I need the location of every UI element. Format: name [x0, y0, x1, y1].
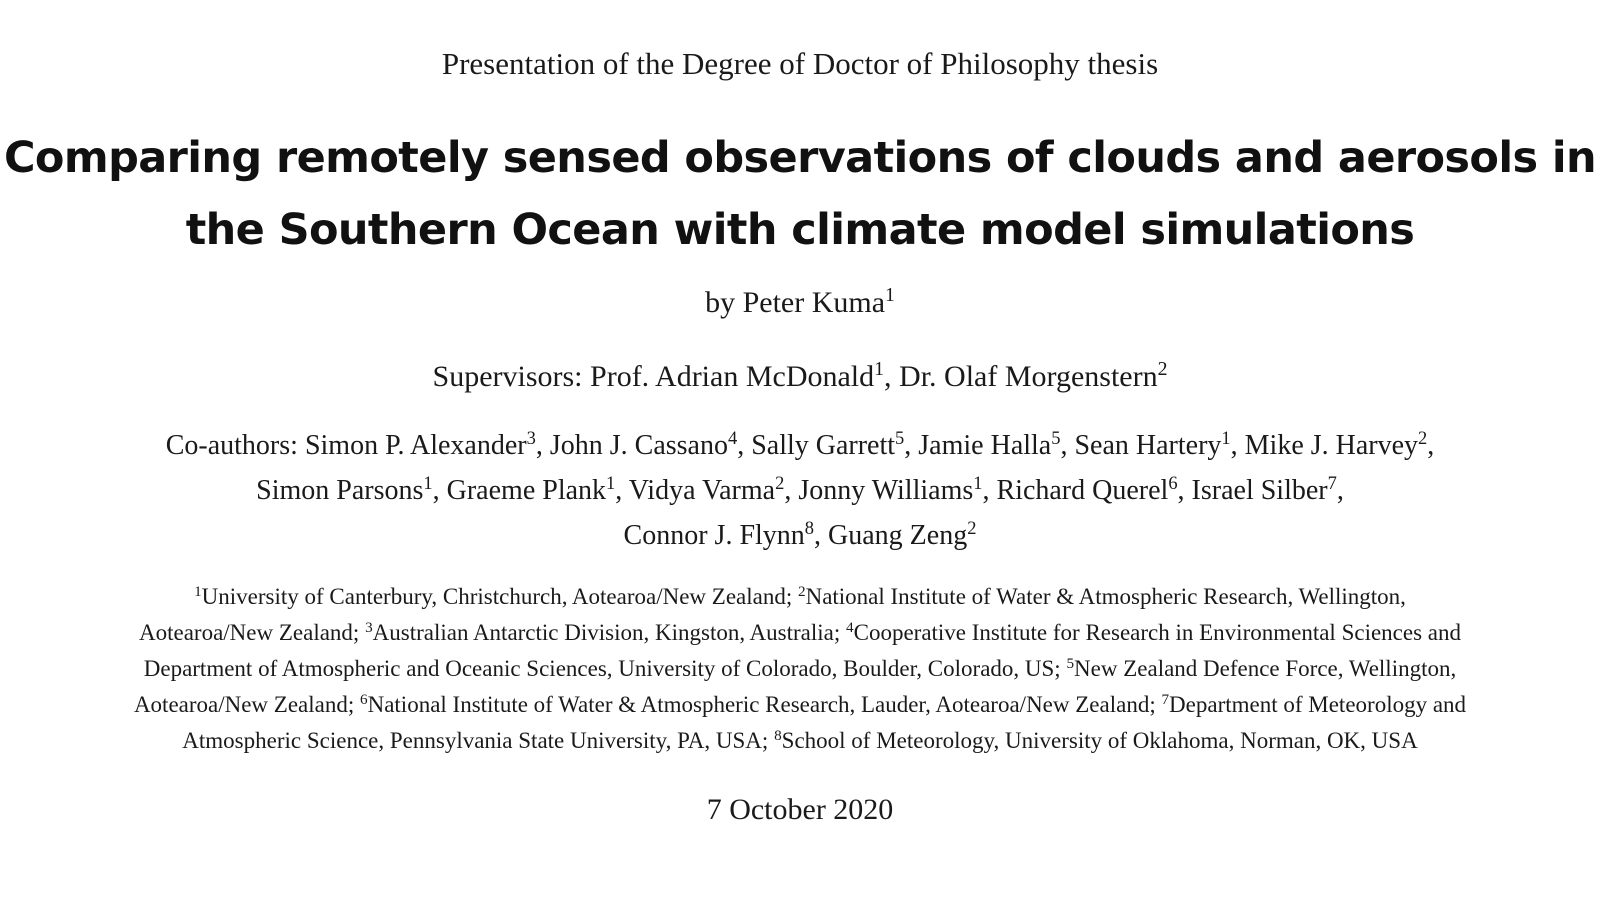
coauthors-label: Co-authors:	[165, 430, 298, 461]
affiliation-text: Australian Antarctic Division, Kingston, Australia;	[372, 620, 841, 645]
supervisors-line: Supervisors: Prof. Adrian McDonald$^1$, Dr. Olaf Morgenstern$^2$	[432, 358, 1168, 393]
affiliation-number: 8	[774, 726, 782, 744]
affiliation-number: 5	[1066, 654, 1075, 672]
affiliations-line-1	[0, 582, 1600, 612]
affiliation-text: Department of Atmospheric and Oceanic Sciences, University of Colorado, Boulder, Colorado, US;	[143, 656, 1061, 681]
coauthor-affil: 5	[895, 427, 905, 448]
affiliations-line-5	[0, 726, 1600, 756]
coauthor-affil: 5	[1051, 427, 1061, 448]
supervisors-label: Supervisors:	[432, 360, 583, 393]
coauthor-name: Jamie Halla	[918, 430, 1052, 461]
thesis-title-line-1: Comparing remotely sensed observations of clouds and aerosols in	[3, 133, 1597, 183]
coauthor-affil: 1	[1221, 427, 1231, 448]
supervisor-affil: 2	[1157, 358, 1168, 381]
presentation-date: 7 October 2020	[706, 793, 894, 826]
affiliations-line-2	[0, 618, 1600, 648]
affiliation-number: 3	[365, 618, 373, 636]
coauthors-line-1: Co-authors: Simon P. Alexander$^3$, John J. Cassano$^4$, Sally Garrett$^5$, Jamie Halla$^5$, Sean Hartery$^1$, Mike J. Harvey$^2$,	[165, 427, 1435, 461]
affiliation-text: National Institute of Water & Atmospheric Research, Wellington,	[805, 584, 1406, 609]
coauthor-affil: 2	[775, 472, 785, 493]
affiliations-line-4	[0, 690, 1600, 720]
author-line	[0, 283, 1600, 323]
author-name: by Peter Kuma	[705, 286, 886, 319]
supervisor-name: Dr. Olaf Morgenstern	[899, 360, 1158, 393]
coauthor-affil: 4	[727, 427, 738, 448]
coauthor-affil: 8	[804, 517, 815, 538]
affiliation-number: 7	[1161, 690, 1170, 708]
coauthor-name: Simon P. Alexander	[304, 430, 527, 461]
supervisor-affil: 1	[874, 358, 885, 381]
affiliation-text: School of Meteorology, University of Oklahoma, Norman, OK, USA	[781, 728, 1418, 753]
affiliation-text: Aotearoa/New Zealand;	[139, 620, 360, 645]
thesis-title-line-2: the Southern Ocean with climate model simulations	[185, 205, 1415, 255]
author-affil: 1	[885, 284, 895, 307]
affiliation-text: Cooperative Institute for Research in Environmental Sciences and	[853, 620, 1461, 645]
affiliation-text: Aotearoa/New Zealand;	[133, 692, 355, 717]
coauthor-affil: 2	[1418, 427, 1428, 448]
coauthor-affil: 1	[423, 472, 433, 493]
coauthor-affil: 2	[967, 517, 977, 538]
coauthor-affil: 1	[973, 472, 983, 493]
coauthor-name: Graeme Plank	[446, 475, 607, 506]
affiliation-number: 4	[846, 618, 854, 636]
coauthor-name: Vidya Varma	[628, 475, 776, 506]
affiliation-text: New Zealand Defence Force, Wellington,	[1074, 656, 1457, 681]
coauthors-line-3: Connor J. Flynn$^8$, Guang Zeng$^2$	[623, 517, 977, 551]
presentation-subtitle: Presentation of the Degree of Doctor of Philosophy thesis	[441, 46, 1159, 81]
coauthor-name: Guang Zeng	[828, 520, 968, 551]
affiliation-number: 1	[194, 582, 202, 600]
coauthor-name: John J. Cassano	[549, 430, 728, 461]
coauthor-name: Jonny Williams	[798, 475, 974, 506]
coauthor-name: Simon Parsons	[256, 475, 424, 506]
coauthor-name: Sean Hartery	[1074, 430, 1222, 461]
supervisor-name: Prof. Adrian McDonald	[590, 360, 875, 393]
affiliation-number: 6	[360, 690, 368, 708]
affiliation-text: Department of Meteorology and	[1169, 692, 1467, 717]
affiliation-text: Atmospheric Science, Pennsylvania State University, PA, USA;	[182, 728, 769, 753]
coauthor-affil: 6	[1168, 472, 1178, 493]
coauthor-name: Sally Garrett	[751, 430, 896, 461]
coauthor-name: Mike J. Harvey	[1244, 430, 1419, 461]
coauthor-affil: 7	[1327, 472, 1337, 493]
coauthor-affil: 1	[606, 472, 616, 493]
affiliation-text: National Institute of Water & Atmospheric Research, Lauder, Aotearoa/New Zealand;	[367, 692, 1156, 717]
coauthors-line-2: Simon Parsons$^1$, Graeme Plank$^1$, Vidya Varma$^2$, Jonny Williams$^1$, Richard Querel$^6$, Israel Silber$^7$,	[256, 472, 1344, 506]
affiliation-number: 2	[797, 582, 806, 600]
affiliation-text: University of Canterbury, Christchurch, Aotearoa/New Zealand;	[201, 584, 793, 609]
affiliations-line-3	[0, 654, 1600, 684]
coauthor-name: Richard Querel	[996, 475, 1169, 506]
coauthor-name: Connor J. Flynn	[623, 520, 805, 551]
coauthor-affil: 3	[526, 427, 536, 448]
coauthor-name: Israel Silber	[1191, 475, 1328, 506]
